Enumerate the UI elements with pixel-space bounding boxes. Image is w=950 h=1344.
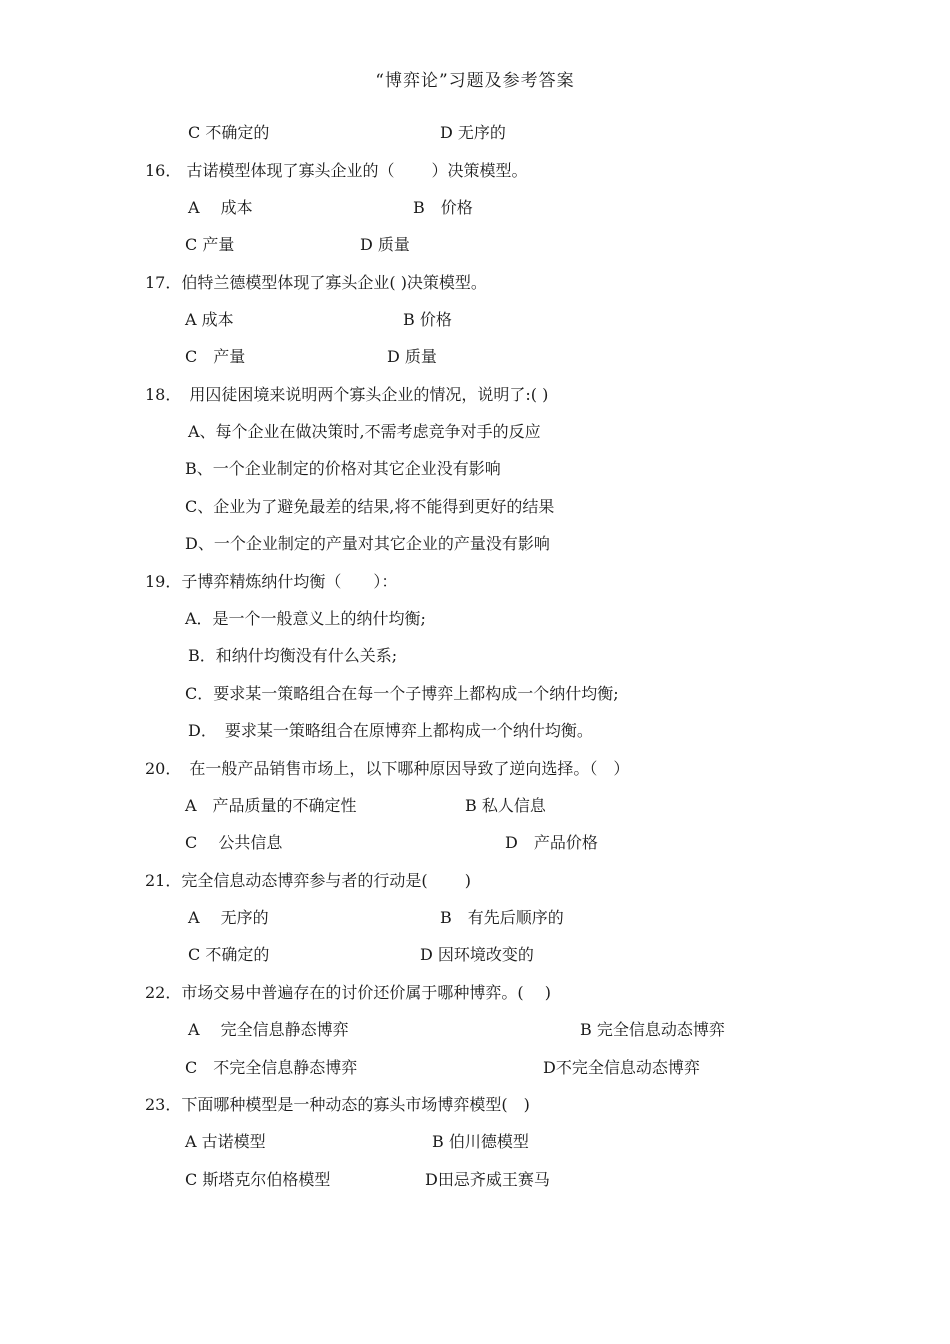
q17-option-a: A 成本 [185, 310, 234, 329]
question-21: 21．完全信息动态博弈参与者的行动是( ) [145, 871, 471, 890]
question-19: 19．子博弈精炼纳什均衡（ ）： [145, 572, 398, 591]
q22-option-d: D不完全信息动态博弈 [543, 1058, 700, 1077]
q16-option-d: D 质量 [360, 235, 410, 254]
q20-option-b: B 私人信息 [465, 796, 546, 815]
q21-option-b: B 有先后顺序的 [440, 908, 564, 927]
q20-option-a: A 产品质量的不确定性 [185, 796, 357, 815]
q18-option-b: B、一个企业制定的价格对其它企业没有影响 [185, 459, 501, 478]
q23-option-b: B 伯川德模型 [432, 1132, 529, 1151]
q21-option-c: C 不确定的 [188, 945, 270, 964]
q18-option-a: A、每个企业在做决策时,不需考虑竞争对手的反应 [188, 422, 541, 441]
q15-option-c: C 不确定的 [188, 123, 270, 142]
question-18: 18． 用囚徒困境来说明两个寡头企业的情况，说明了:( ) [145, 385, 549, 404]
q21-option-a: A 无序的 [188, 908, 269, 927]
q19-option-c: C．要求某一策略组合在每一个子博弈上都构成一个纳什均衡; [185, 684, 619, 703]
q19-option-b: B．和纳什均衡没有什么关系; [188, 646, 398, 665]
q23-option-a: A 古诺模型 [185, 1132, 266, 1151]
q22-option-b: B 完全信息动态博弈 [580, 1020, 725, 1039]
q19-option-a: A．是一个一般意义上的纳什均衡; [185, 609, 426, 628]
question-16: 16． 古诺模型体现了寡头企业的（ ）决策模型。 [145, 161, 528, 180]
question-22: 22．市场交易中普遍存在的讨价还价属于哪种博弈。( ) [145, 983, 551, 1002]
page-title: “博弈论”习题及参考答案 [375, 71, 575, 91]
q16-option-a: A 成本 [188, 198, 253, 217]
q17-option-b: B 价格 [403, 310, 452, 329]
q19-option-d: D． 要求某一策略组合在原博弈上都构成一个纳什均衡。 [188, 721, 593, 740]
q22-option-c: C 不完全信息静态博弈 [185, 1058, 358, 1077]
q16-option-b: B 价格 [413, 198, 473, 217]
q22-option-a: A 完全信息静态博弈 [188, 1020, 349, 1039]
q21-option-d: D 因环境改变的 [420, 945, 534, 964]
q17-option-d: D 质量 [387, 347, 437, 366]
q16-option-c: C 产量 [185, 235, 235, 254]
q18-option-c: C、企业为了避免最差的结果,将不能得到更好的结果 [185, 497, 555, 516]
question-17: 17．伯特兰德模型体现了寡头企业( )决策模型。 [145, 273, 487, 292]
q15-option-d: D 无序的 [440, 123, 506, 142]
q20-option-c: C 公共信息 [185, 833, 283, 852]
q18-option-d: D、一个企业制定的产量对其它企业的产量没有影响 [185, 534, 550, 553]
question-20: 20． 在一般产品销售市场上，以下哪种原因导致了逆向选择。（ ） [145, 759, 630, 778]
q17-option-c: C 产量 [185, 347, 246, 366]
q23-option-d: D田忌齐威王赛马 [425, 1170, 550, 1189]
q20-option-d: D 产品价格 [505, 833, 598, 852]
q23-option-c: C 斯塔克尔伯格模型 [185, 1170, 331, 1189]
question-23: 23．下面哪种模型是一种动态的寡头市场博弈模型( ) [145, 1095, 530, 1114]
